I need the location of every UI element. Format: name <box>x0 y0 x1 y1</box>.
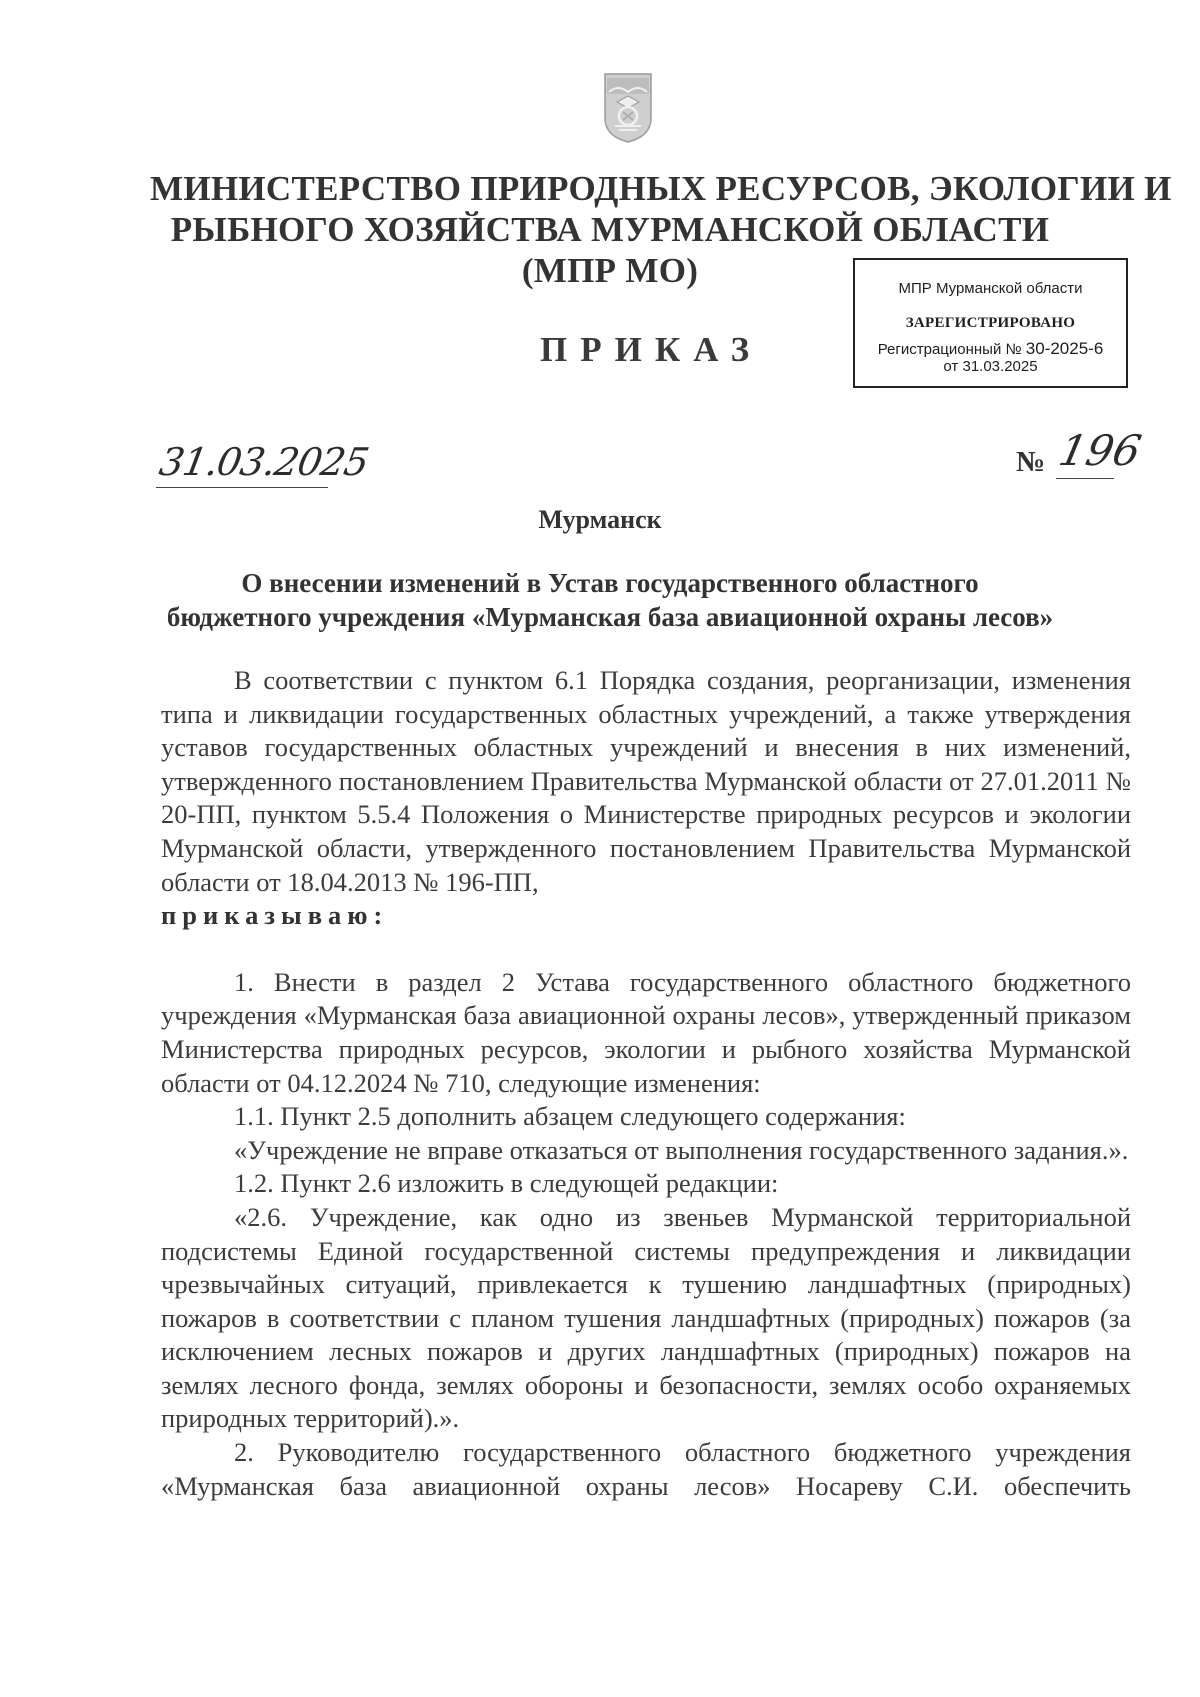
stamp-date-label: от <box>943 358 959 375</box>
paragraph-1-1-text: «Учреждение не вправе отказаться от выполнения государственного задания.». <box>234 1134 1129 1165</box>
ministry-abbreviation: (МПР МО) <box>521 251 699 290</box>
date-underline <box>156 487 328 488</box>
order-directive <box>161 899 1131 933</box>
order-subject <box>150 566 1070 634</box>
order-number-handwritten: 196 <box>1054 426 1146 475</box>
order-body <box>161 664 1131 1503</box>
subject-line-2: бюджетного учреждения «Мурманская база авиационной охраны лесов» <box>166 602 1054 632</box>
paragraph-1-2-text: «2.6. Учреждение, как одно из звеньев Мурманской территориальной подсистемы Единой государственной системы предупреждения и ликвидации чрезвычайных ситуаций, привлекается к тушению ландшафтных (природных) пожаров в соответствии с планом тушения ландшафтных (природных) пожаров (за исключением лесных пожаров и других ландшафтных (природных) пожаров на землях лесного фонда, землях обороны и безопасности, землях особо охраняемых природных территорий).». <box>161 1201 1131 1434</box>
paragraph-1: 1. Внести в раздел 2 Устава государственного областного бюджетного учреждения «Мурманская база авиационной охраны лесов», утвержденный приказом Министерства природных ресурсов, экологии и рыбного хозяйства Мурманской области от 04.12.2024 № 710, следующие изменения: <box>161 966 1131 1098</box>
paragraph-2: 2. Руководителю государственного областного бюджетного учреждения «Мурманская база авиационной охраны лесов» Носареву С.И. обеспечить <box>161 1437 1131 1501</box>
registration-stamp <box>853 258 1128 388</box>
paragraph-1-1: 1.1. Пункт 2.5 дополнить абзацем следующего содержания: <box>234 1101 906 1132</box>
order-date-handwritten: 31.03.2025 <box>156 440 372 484</box>
number-underline <box>1056 478 1114 479</box>
order-title: ПРИКАЗ <box>540 330 763 369</box>
paragraph-1-2: 1.2. Пункт 2.6 изложить в следующей редакции: <box>234 1168 779 1199</box>
subject-line-1: О внесении изменений в Устав государственного областного <box>241 568 979 598</box>
stamp-organization: МПР Мурманской области <box>898 280 1083 297</box>
stamp-reg-number-label: Регистрационный № <box>877 341 1022 358</box>
coat-of-arms-icon <box>603 72 653 144</box>
ministry-line-2: РЫБНОГО ХОЗЯЙСТВА МУРМАНСКОЙ ОБЛАСТИ <box>170 210 1050 249</box>
stamp-reg-number <box>855 340 1126 375</box>
city: Мурманск <box>538 505 662 534</box>
ministry-line-1: МИНИСТЕРСТВО ПРИРОДНЫХ РЕСУРСОВ, ЭКОЛОГИИ И <box>150 169 1172 208</box>
order-word: приказываю: <box>161 900 389 931</box>
preamble-paragraph: В соответствии с пунктом 6.1 Порядка создания, реорганизации, изменения типа и ликвидации государственных областных учреждений, а также утверждения уставов государственных областных учреждений и внесения в них изменений, утвержденного постановлением Правительства Мурманской области от 27.01.2011 № 20-ПП, пунктом 5.5.4 Положения о Министерстве природных ресурсов и экологии Мурманской области, утвержденного постановлением Правительства Мурманской области от 18.04.2013 № 196-ПП, <box>161 665 1131 897</box>
stamp-reg-number-value: 30-2025-6 <box>1025 339 1104 358</box>
stamp-date-value: 31.03.2025 <box>962 358 1038 375</box>
paragraph-gap <box>161 933 1131 966</box>
order-number-label: № <box>1016 446 1046 478</box>
stamp-registered: ЗАРЕГИСТРИРОВАНО <box>905 315 1076 331</box>
